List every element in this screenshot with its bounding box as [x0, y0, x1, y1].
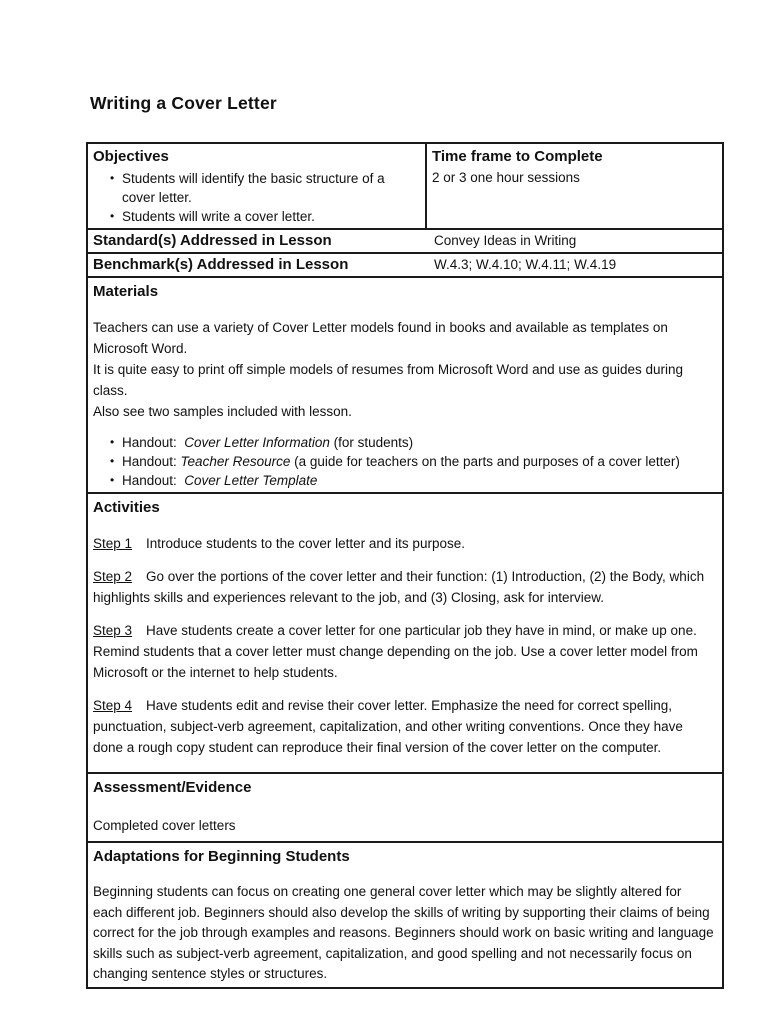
step-text: Have students create a cover letter for one particular job they have in mind, or make up one. Remind students that a cover letter must change depending on the job. Use a cover letter model from Microsoft or the internet to help students. [93, 623, 698, 680]
row-benchmark [88, 252, 722, 276]
objectives-bullet-list [93, 169, 417, 226]
step-label: Step 1 [93, 536, 133, 551]
handout-title: Teacher Resource [180, 454, 291, 469]
row-adaptations [88, 841, 722, 987]
step-text: Have students edit and revise their cover letter. Emphasize the need for correct spelling, punctuation, subject-verb agreement, capitalization, and other writing conventions. Once they have done a rough copy student can reproduce their final version of the cover letter on the computer. [93, 698, 683, 755]
timeframe-cell [427, 144, 722, 228]
handout-prefix: Handout: [122, 435, 185, 450]
handout-title: Cover Letter Template [184, 473, 318, 488]
bullet-icon: • [110, 209, 115, 223]
assessment-value: Completed cover letters [93, 818, 236, 833]
handout-prefix: Handout: [122, 473, 185, 488]
activity-step [93, 620, 714, 683]
bullet-icon: • [110, 171, 115, 185]
objective-bullet-text: Students will identify the basic structure of a cover letter. [122, 171, 389, 205]
timeframe-header: Time frame to Complete [432, 148, 603, 165]
activity-step [93, 566, 714, 608]
list-item [93, 169, 417, 207]
list-item [93, 433, 714, 452]
row-assessment [88, 772, 722, 841]
row-standard [88, 228, 722, 252]
assessment-header: Assessment/Evidence [93, 779, 252, 796]
activity-step [93, 533, 714, 554]
adaptations-header: Adaptations for Beginning Students [93, 848, 350, 865]
materials-header: Materials [93, 283, 159, 300]
page-title: Writing a Cover Letter [90, 93, 277, 113]
row-activities [88, 492, 722, 772]
adaptations-text: Beginning students can focus on creating one general cover letter which may be slightly altered for each different job. Beginners should also develop the skills of writing by supporting their claims of being correct for the job through examples and reasons. Beginners should work on basic writing and language skills such as subject-verb agreement, capitalization, and good spelling and not necessarily focus on changing sentence styles or structures. [93, 884, 714, 981]
list-item [93, 207, 417, 226]
step-text: Go over the portions of the cover letter and their function: (1) Introduction, (2) the Body, which highlights skills and experiences relevant to the job, and (3) Closing, ask for interview. [93, 569, 705, 605]
objectives-cell [88, 144, 427, 228]
handout-prefix: Handout: [122, 454, 181, 469]
handout-bullet-text [122, 471, 714, 490]
step-label: Step 4 [93, 698, 133, 713]
activity-step [93, 695, 714, 758]
list-item [93, 452, 714, 471]
materials-paragraph-line: Also see two samples included with lesson. [93, 404, 352, 419]
objective-bullet-text: Students will write a cover letter. [122, 209, 315, 224]
step-label: Step 3 [93, 623, 133, 638]
bullet-icon: • [110, 473, 115, 487]
list-item [93, 471, 714, 490]
row-materials [88, 276, 722, 492]
materials-bullet-list [93, 433, 714, 490]
handout-title: Cover Letter Information [184, 435, 330, 450]
handout-suffix: (a guide for teachers on the parts and purposes of a cover letter) [290, 454, 680, 469]
standard-value: Convey Ideas in Writing [434, 233, 577, 248]
row-objectives-timeframe [88, 144, 722, 228]
standard-label: Standard(s) Addressed in Lesson [93, 232, 332, 249]
objectives-header: Objectives [93, 148, 169, 165]
handout-suffix: (for students) [329, 435, 414, 450]
activities-header: Activities [93, 499, 160, 516]
bullet-icon: • [110, 435, 115, 449]
materials-paragraph-line: Teachers can use a variety of Cover Letter models found in books and available as templates on Microsoft Word. [93, 320, 668, 356]
materials-paragraph-line: It is quite easy to print off simple models of resumes from Microsoft Word and use as guides during class. [93, 362, 684, 398]
step-text: Introduce students to the cover letter and its purpose. [146, 536, 465, 551]
handout-bullet-text [122, 452, 714, 471]
step-label: Step 2 [93, 569, 133, 584]
timeframe-value: 2 or 3 one hour sessions [432, 170, 580, 185]
bullet-icon: • [110, 454, 115, 468]
lesson-plan-table [86, 142, 724, 989]
benchmark-label: Benchmark(s) Addressed in Lesson [93, 256, 349, 273]
benchmark-value: W.4.3; W.4.10; W.4.11; W.4.19 [434, 257, 617, 272]
handout-bullet-text [122, 433, 714, 452]
